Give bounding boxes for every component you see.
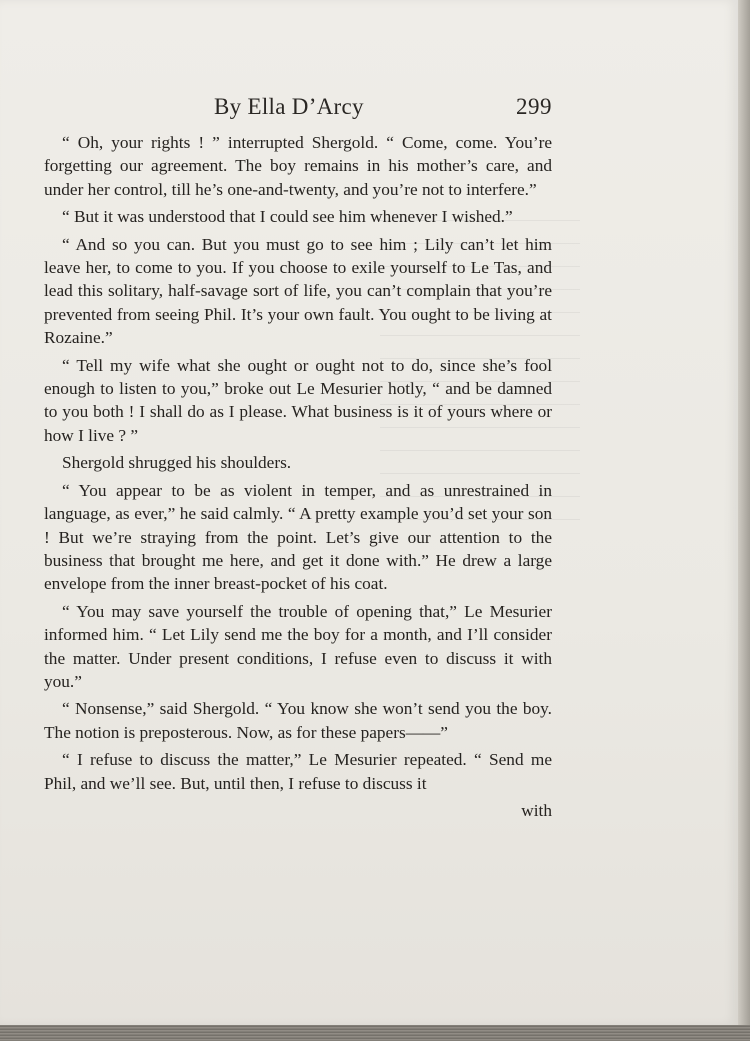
page-edge-bottom [0,1025,750,1041]
paragraph: “ Tell my wife what she ought or ought not to do, since she’s fool enough to listen to you,” broke out Le Mesurier hotly, “ and be damned to you both ! I shall do as I please. What business is it of yours where or how I live ? ” [44,355,552,445]
running-head [44,94,552,124]
paragraph: “ You appear to be as violent in temper, and as unrestrained in language, as ever,” he said calmly. “ A pretty example you’d set your son ! But we’re straying from the point. Let’s give our attention to the business that brought me here, and get it done with.” He drew a large envelope from the inner breast-pocket of his coat. [44,480,552,594]
paragraph: “ Oh, your rights ! ” interrupted Shergold. “ Come, come. You’re forgetting our agreement. The boy remains in his mother’s care, and under her control, till he’s one-and-twenty, and you’re not to interfere.” [44,133,552,199]
paragraph: “ I refuse to discuss the matter,” Le Mesurier repeated. “ Send me Phil, and we’ll see. But, until then, I refuse to discuss it [44,750,552,793]
paragraph: “ Nonsense,” said Shergold. “ You know she won’t send you the boy. The notion is preposterous. Now, as for these papers——” [44,699,552,742]
body-text [44,131,552,822]
paragraph: “ And so you can. But you must go to see him ; Lily can’t let him leave her, to come to you. If you choose to exile yourself to Le Tas, and lead this solitary, half-savage sort of life, you can’t complain that you’re prevented from seeing Phil. It’s your own fault. You ought to be living at Rozaine.” [44,234,552,348]
page-number: 299 [516,94,552,119]
paragraph: “ But it was understood that I could see him whenever I wished.” [62,207,513,227]
paragraph: “ You may save yourself the trouble of opening that,” Le Mesurier informed him. “ Let Lily send me the boy for a month, and I’ll consider the matter. Under present conditions, I refuse even to discuss it with you.” [44,601,552,691]
paragraph: Shergold shrugged his shoulders. [62,453,292,473]
page-edge-right [738,0,750,1041]
running-title: By Ella D’Arcy [214,94,364,119]
catchword: with [521,800,552,820]
